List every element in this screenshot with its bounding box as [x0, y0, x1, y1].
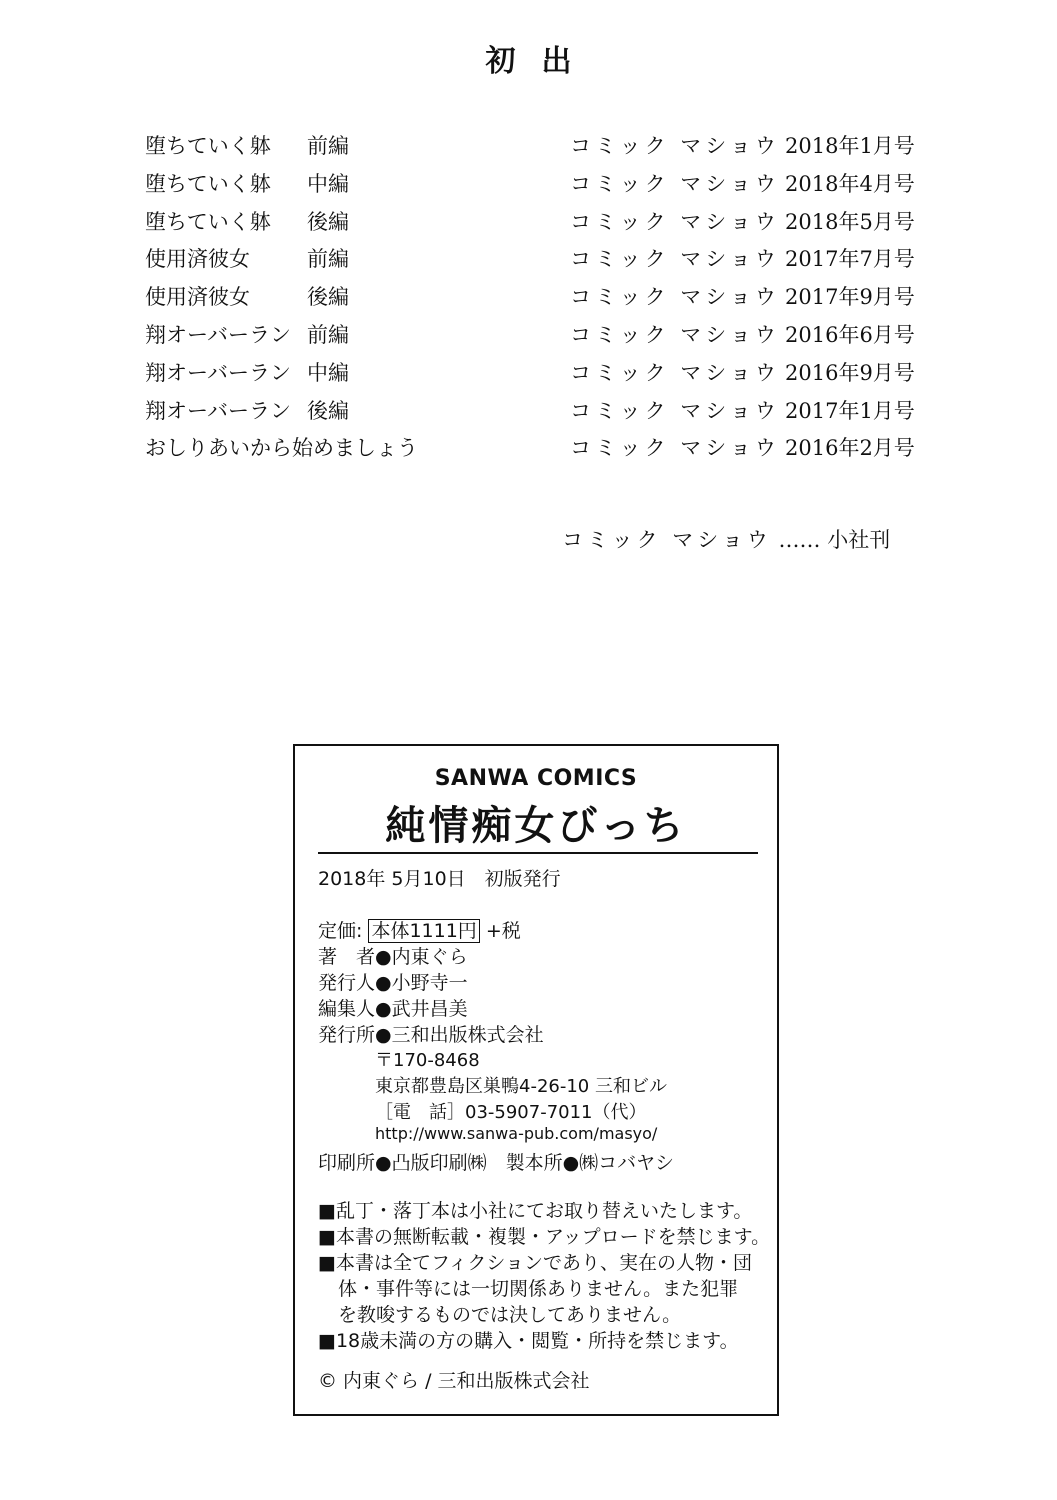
list-item	[145, 204, 945, 242]
magazine-name: コミック マショウ	[570, 436, 780, 461]
copyright: © 内東ぐら / 三和出版株式会社	[318, 1370, 590, 1392]
magazine-name: コミック マショウ	[570, 285, 780, 310]
work-title: 翔オーバーラン	[145, 360, 291, 385]
editor-line: 編集人●武井昌美	[318, 998, 468, 1020]
list-item	[145, 430, 945, 468]
work-part: 前編	[307, 247, 349, 272]
magazine-name: コミック マショウ	[570, 398, 780, 423]
issue-date: 2016年6月号	[785, 322, 915, 347]
publisher-note-text: 小社刊	[827, 528, 891, 552]
issue-date: 2016年9月号	[785, 360, 915, 385]
publisher-line: 発行所●三和出版株式会社	[318, 1024, 544, 1046]
publisher-note-magazine: コミック マショウ	[562, 528, 772, 552]
magazine-name: コミック マショウ	[570, 171, 780, 196]
work-title: 使用済彼女	[145, 247, 250, 272]
list-item	[145, 241, 945, 279]
series-name: SANWA COMICS	[434, 766, 638, 791]
publisher-note	[562, 524, 890, 554]
book-title: 純情痴女びっち	[385, 802, 687, 849]
issue-date: 2018年4月号	[785, 171, 915, 196]
work-part: 中編	[307, 171, 349, 196]
issue-date: 2017年7月号	[785, 247, 915, 272]
work-title: 翔オーバーラン	[145, 398, 291, 423]
title-divider	[318, 852, 758, 854]
work-title: おしりあいから始めましょう	[145, 436, 418, 461]
notice-item: ■乱丁・落丁本は小社にてお取り替えいたします。	[318, 1200, 753, 1222]
publication-date: 2018年 5月10日 初版発行	[318, 868, 561, 890]
issue-date: 2016年2月号	[785, 436, 915, 461]
postal-code: 〒170-8468	[375, 1050, 480, 1071]
price-label: 定価:	[318, 920, 363, 942]
magazine-name: コミック マショウ	[570, 209, 780, 234]
colophon-box	[293, 744, 779, 1416]
publisher-note-separator: ……	[778, 528, 821, 552]
issue-date: 2018年5月号	[785, 209, 915, 234]
price-value: 本体1111円	[368, 919, 479, 943]
issuer-line: 発行人●小野寺一	[318, 972, 468, 994]
website-url: http://www.sanwa-pub.com/masyo/	[375, 1124, 658, 1143]
telephone: ［電 話］03-5907-7011（代）	[375, 1102, 647, 1123]
notice-item: ■本書は全てフィクションであり、実在の人物・団	[318, 1252, 753, 1274]
work-part: 後編	[307, 285, 349, 310]
list-item	[145, 128, 945, 166]
first-publication-list	[145, 128, 945, 468]
printing-line: 印刷所●凸版印刷㈱ 製本所●㈱コバヤシ	[318, 1152, 674, 1174]
work-part: 中編	[307, 360, 349, 385]
price	[318, 916, 521, 943]
notice-item: ■本書の無断転載・複製・アップロードを禁じます。	[318, 1226, 771, 1248]
address: 東京都豊島区巣鴨4-26-10 三和ビル	[375, 1076, 667, 1097]
page-title: 初出	[485, 44, 598, 79]
work-title: 堕ちていく躰	[145, 171, 271, 196]
magazine-name: コミック マショウ	[570, 360, 780, 385]
list-item	[145, 317, 945, 355]
magazine-name: コミック マショウ	[570, 247, 780, 272]
notices	[318, 1198, 770, 1354]
work-title: 翔オーバーラン	[145, 322, 291, 347]
work-title: 堕ちていく躰	[145, 134, 271, 158]
magazine-name: コミック マショウ	[570, 134, 780, 158]
notice-continuation: 体・事件等には一切関係ありません。また犯罪	[338, 1278, 739, 1300]
work-part: 後編	[307, 398, 349, 423]
notice-item: ■18歳未満の方の購入・閲覧・所持を禁じます。	[318, 1330, 739, 1352]
magazine-name: コミック マショウ	[570, 322, 780, 347]
work-part: 前編	[307, 134, 349, 158]
work-part: 前編	[307, 322, 349, 347]
author-line: 著 者●内東ぐら	[318, 946, 468, 968]
issue-date: 2017年9月号	[785, 285, 915, 310]
list-item	[145, 355, 945, 393]
issue-date: 2017年1月号	[785, 398, 915, 423]
list-item	[145, 166, 945, 204]
work-part: 後編	[307, 209, 349, 234]
work-title: 堕ちていく躰	[145, 209, 271, 234]
notice-continuation: を教唆するものでは決してありません。	[338, 1304, 682, 1326]
list-item	[145, 393, 945, 431]
issue-date: 2018年1月号	[785, 134, 915, 158]
work-title: 使用済彼女	[145, 285, 250, 310]
list-item	[145, 279, 945, 317]
price-tax: +税	[485, 920, 521, 942]
